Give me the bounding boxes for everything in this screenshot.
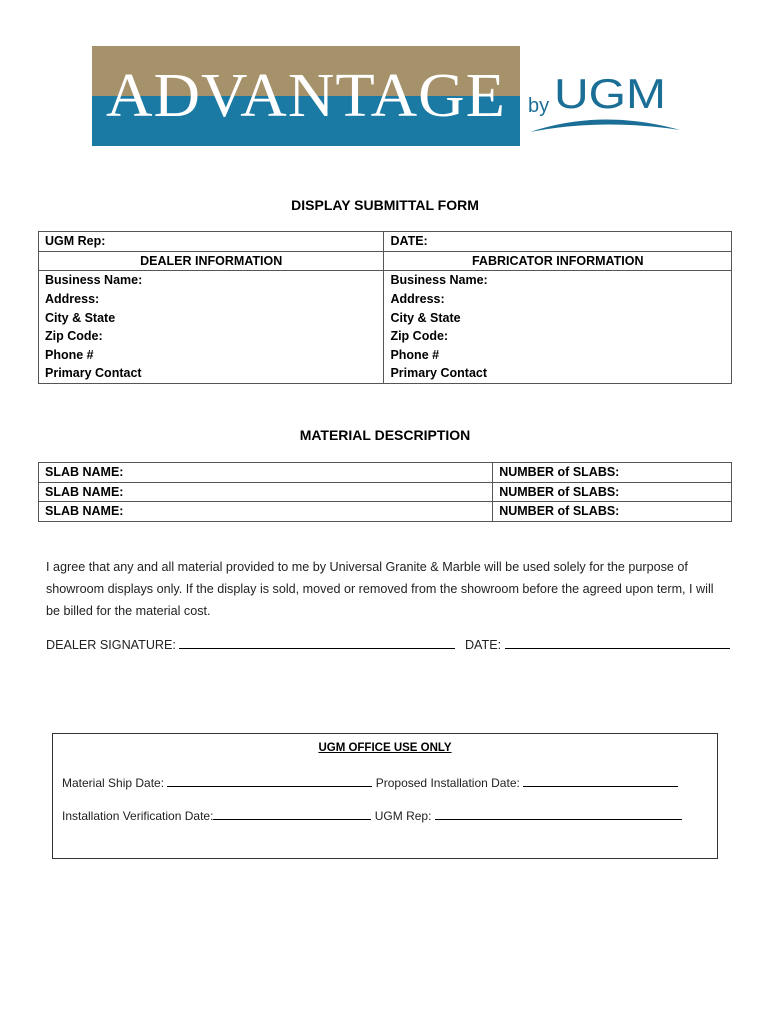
table-row bbox=[39, 364, 732, 383]
dealer-address-field[interactable]: Address: bbox=[39, 290, 384, 309]
material-ship-date-label: Material Ship Date: bbox=[62, 776, 165, 790]
number-of-slabs-field[interactable]: NUMBER of SLABS: bbox=[493, 463, 732, 483]
table-row bbox=[39, 346, 732, 365]
logo-by-text: by bbox=[528, 95, 550, 117]
ugm-rep-field[interactable]: UGM Rep: bbox=[39, 232, 384, 252]
signature-row bbox=[46, 636, 730, 652]
dealer-signature-line[interactable] bbox=[179, 636, 455, 649]
table-row bbox=[39, 232, 732, 252]
dealer-city-state-field[interactable]: City & State bbox=[39, 308, 384, 327]
table-row bbox=[39, 463, 732, 483]
fabricator-phone-field[interactable]: Phone # bbox=[384, 346, 732, 365]
logo-swoosh bbox=[530, 119, 680, 132]
proposed-install-date-line[interactable] bbox=[523, 774, 678, 787]
dealer-primary-contact-field[interactable]: Primary Contact bbox=[39, 364, 384, 383]
date-field[interactable]: DATE: bbox=[384, 232, 732, 252]
table-row bbox=[39, 251, 732, 271]
slab-name-field[interactable]: SLAB NAME: bbox=[39, 502, 493, 522]
office-use-box bbox=[52, 733, 718, 859]
table-row bbox=[39, 290, 732, 309]
form-title: DISPLAY SUBMITTAL FORM bbox=[291, 197, 479, 213]
material-ship-date-line[interactable] bbox=[167, 774, 372, 787]
office-ugm-rep-label: UGM Rep: bbox=[374, 809, 432, 823]
fabricator-primary-contact-field[interactable]: Primary Contact bbox=[384, 364, 732, 383]
table-row bbox=[39, 502, 732, 522]
fabricator-address-field[interactable]: Address: bbox=[384, 290, 732, 309]
fabricator-info-header: FABRICATOR INFORMATION bbox=[384, 251, 732, 271]
dealer-business-name-field[interactable]: Business Name: bbox=[39, 271, 384, 290]
number-of-slabs-field[interactable]: NUMBER of SLABS: bbox=[493, 502, 732, 522]
agreement-text: I agree that any and all material provided to me by Universal Granite & Marble will be used solely for the purpose of showroom displays only. If the display is sold, moved or removed from the showroom before the agreed upon term, I will be billed for the material cost. bbox=[46, 560, 714, 618]
fabricator-business-name-field[interactable]: Business Name: bbox=[384, 271, 732, 290]
proposed-install-date-label: Proposed Installation Date: bbox=[375, 776, 520, 790]
office-ugm-rep-line[interactable] bbox=[435, 807, 682, 820]
logo-brand-text: ADVANTAGE bbox=[106, 62, 506, 130]
info-table bbox=[38, 231, 732, 384]
office-row-ship bbox=[62, 774, 678, 790]
slab-name-field[interactable]: SLAB NAME: bbox=[39, 482, 493, 502]
material-title: MATERIAL DESCRIPTION bbox=[299, 427, 471, 443]
table-row bbox=[39, 308, 732, 327]
dealer-signature-label: DEALER SIGNATURE: bbox=[46, 638, 176, 652]
dealer-phone-field[interactable]: Phone # bbox=[39, 346, 384, 365]
dealer-info-header: DEALER INFORMATION bbox=[39, 251, 384, 271]
signature-date-line[interactable] bbox=[505, 636, 730, 649]
installation-verification-line[interactable] bbox=[213, 807, 371, 820]
material-table bbox=[38, 462, 732, 522]
installation-verification-label: Installation Verification Date: bbox=[62, 809, 214, 823]
office-row-verify bbox=[62, 807, 682, 823]
fabricator-city-state-field[interactable]: City & State bbox=[384, 308, 732, 327]
slab-name-field[interactable]: SLAB NAME: bbox=[39, 463, 493, 483]
number-of-slabs-field[interactable]: NUMBER of SLABS: bbox=[493, 482, 732, 502]
table-row bbox=[39, 271, 732, 290]
signature-date-label: DATE: bbox=[464, 638, 502, 652]
fabricator-zip-field[interactable]: Zip Code: bbox=[384, 327, 732, 346]
advantage-logo bbox=[92, 46, 682, 146]
dealer-zip-field[interactable]: Zip Code: bbox=[39, 327, 384, 346]
table-row bbox=[39, 327, 732, 346]
table-row bbox=[39, 482, 732, 502]
office-use-title: UGM OFFICE USE ONLY bbox=[318, 742, 452, 754]
logo-company-text: UGM bbox=[554, 70, 666, 117]
